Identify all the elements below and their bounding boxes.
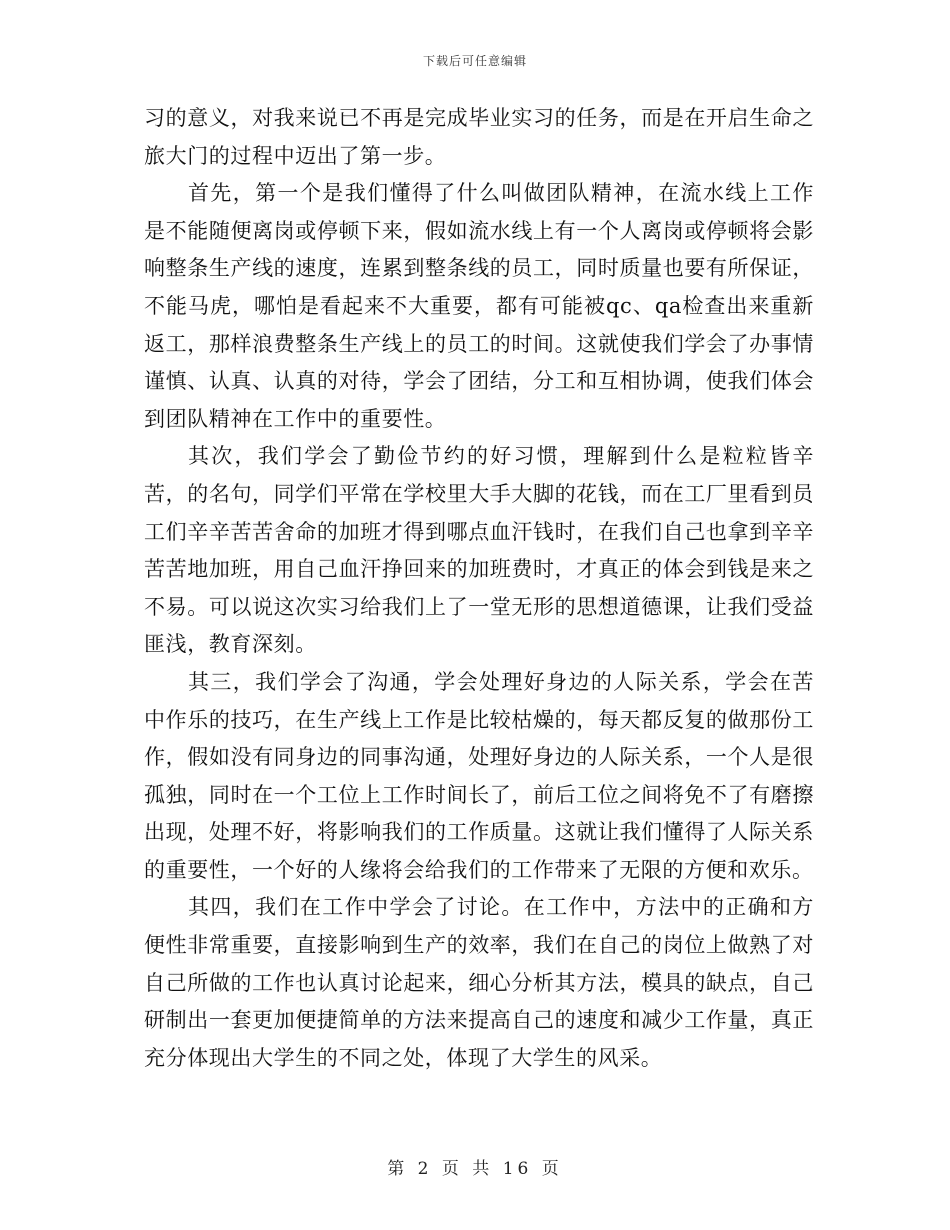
document-body	[144, 100, 814, 1077]
paragraph-third: 其三，我们学会了沟通，学会处理好身边的人际关系，学会在苦中作乐的技巧，在生产线上工作是比较枯燥的，每天都反复的做那份工作，假如没有同身边的同事沟通，处理好身边的人际关系，一个人是很孤独，同时在一个工位上工作时间长了，前后工位之间将免不了有磨擦出现，处理不好，将影响我们的工作质量。这就让我们懂得了人际关系的重要性，一个好的人缘将会给我们的工作带来了无限的方便和欢乐。	[144, 669, 814, 882]
page-header: 下载后可任意编辑	[422, 54, 527, 68]
paragraph-fourth: 其四，我们在工作中学会了讨论。在工作中，方法中的正确和方便性非常重要，直接影响到生产的效率，我们在自己的岗位上做熟了对自己所做的工作也认真讨论起来，细心分析其方法，模具的缺点，自己研制出一套更加便捷简单的方法来提高自己的速度和减少工作量，真正充分体现出大学生的不同之处，体现了大学生的风采。	[144, 895, 814, 1070]
paragraph-first: 首先，第一个是我们懂得了什么叫做团队精神，在流水线上工作是不能随便离岗或停顿下来，假如流水线上有一个人离岗或停顿将会影响整条生产线的速度，连累到整条线的员工，同时质量也要有所保证，不能马虎，哪怕是看起来不大重要，都有可能被qc、qa检查出来重新返工，那样浪费整条生产线上的员工的时间。这就使我们学会了办事情谨慎、认真、认真的对待，学会了团结，分工和互相协调，使我们体会到团队精神在工作中的重要性。	[144, 181, 814, 431]
paragraph-second: 其次，我们学会了勤俭节约的好习惯，理解到什么是粒粒皆辛苦，的名句，同学们平常在学校里大手大脚的花钱，而在工厂里看到员工们辛辛苦苦舍命的加班才得到哪点血汗钱时，在我们自己也拿到辛辛苦苦地加班，用自己血汗挣回来的加班费时，才真正的体会到钱是来之不易。可以说这次实习给我们上了一堂无形的思想道德课，让我们受益匪浅，教育深刻。	[144, 444, 814, 657]
page-number-footer: 第 2 页 共 16 页	[387, 1159, 563, 1179]
paragraph-continuation: 习的意义，对我来说已不再是完成毕业实习的任务，而是在开启生命之旅大门的过程中迈出了第一步。	[144, 106, 814, 168]
